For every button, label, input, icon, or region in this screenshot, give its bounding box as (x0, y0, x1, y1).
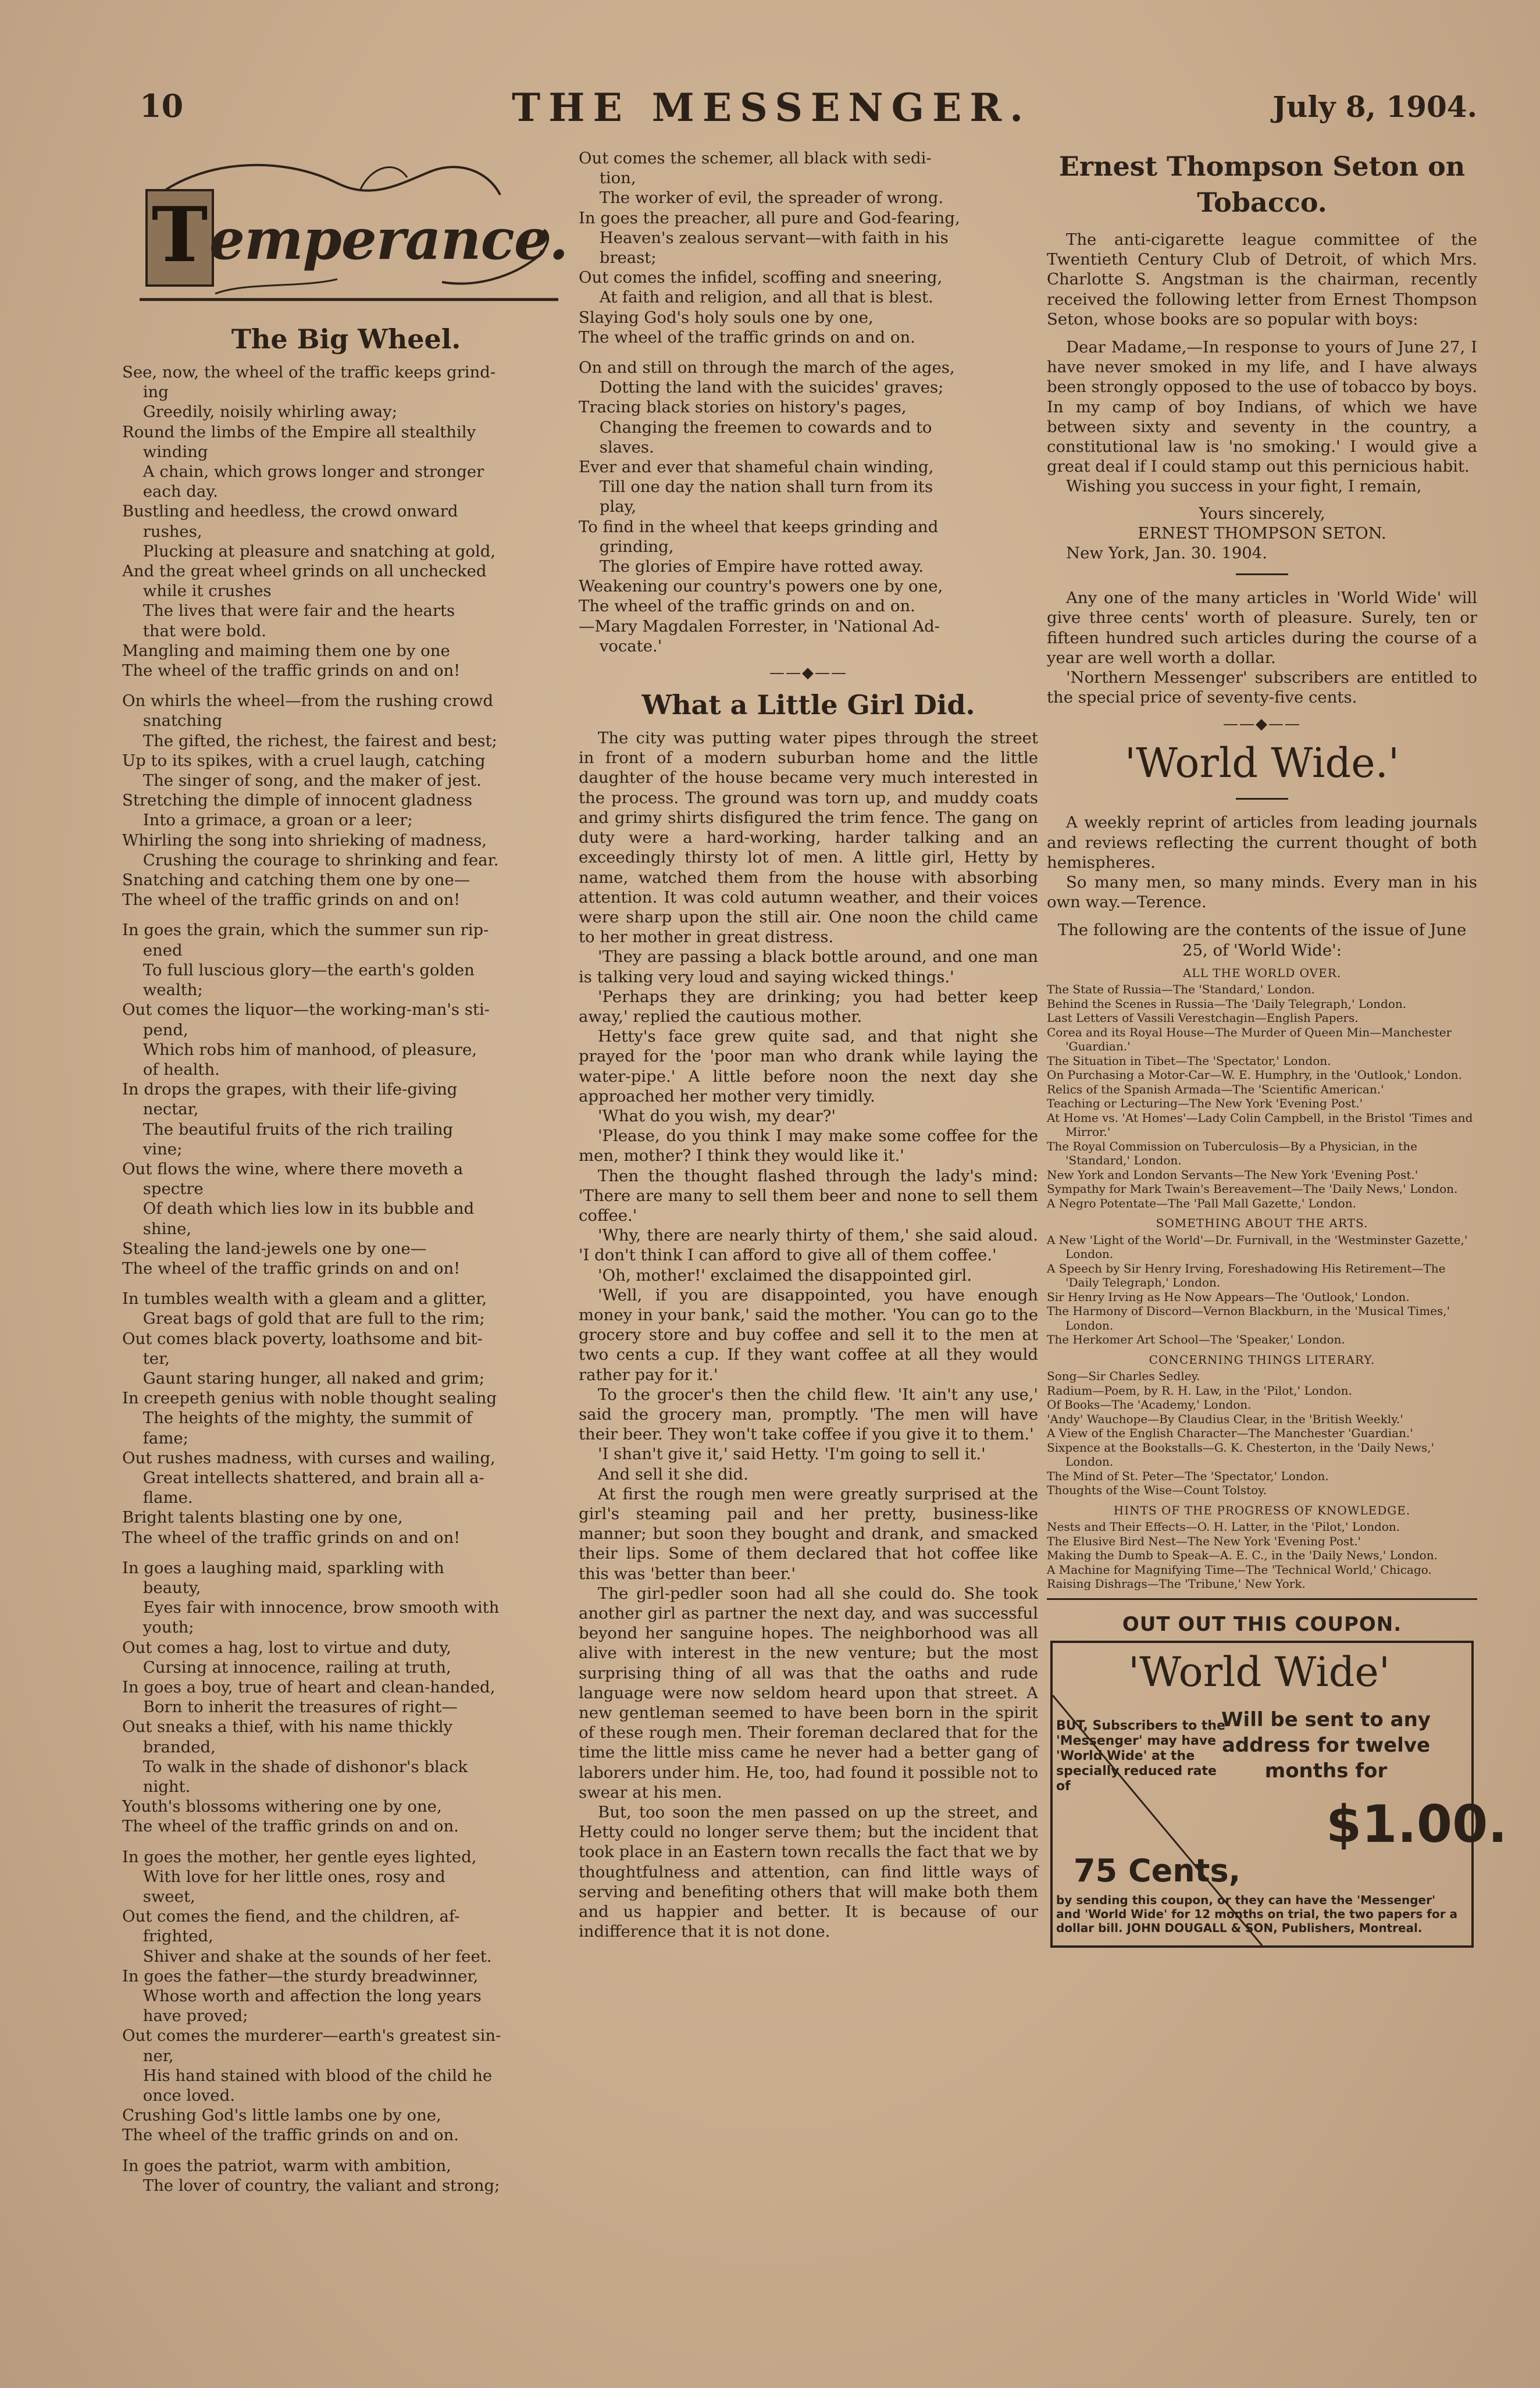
contents-item: A Machine for Magnifying Time—The 'Technical World,' Chicago. (1047, 1562, 1432, 1577)
poem-line: tion, (599, 169, 636, 188)
poem-line: In goes a laughing maid, sparkling with (122, 1558, 444, 1577)
poem-line: while it crushes (142, 582, 272, 601)
poem-line: breast; (599, 248, 657, 268)
stanza-gap (579, 347, 1038, 358)
divider-line (1047, 1598, 1477, 1600)
seton-place-date: New York, Jan. 30. 1904. (1066, 544, 1268, 563)
contents-item: Sympathy for Mark Twain's Bereavement—The 'Daily News,' London. (1047, 1182, 1458, 1196)
poem-line: nectar, (142, 1100, 199, 1119)
contents-item: Nests and Their Effects—O. H. Latter, in the 'Pilot,' London. (1047, 1520, 1400, 1534)
contents-item: Behind the Scenes in Russia—The 'Daily Telegraph,' London. (1047, 996, 1407, 1011)
contents-section-heading: HINTS OF THE PROGRESS OF KNOWLEDGE. (1113, 1503, 1411, 1517)
poem-line: Shiver and shake at the sounds of her feet. (142, 1947, 492, 1966)
poem-line: play, (599, 497, 637, 516)
poem-line: Ever and ever that shameful chain winding, (579, 458, 934, 477)
poem-line: Cursing at innocence, railing at truth, (142, 1658, 451, 1677)
article-paragraph: 'They are passing a black bottle around, and one man is talking very loud and saying wicked things.' (579, 947, 1038, 986)
world-wide-title: 'World Wide.' (1124, 739, 1400, 787)
poem-line: In creepeth genius with noble thought sealing (122, 1389, 497, 1408)
seton-letter: Dear Madame,—In response to yours of June 27, I have never smoked in my life, and I have always been strongly opposed to the use of tobacco by boys. In my camp of boy Indians, of which we have between sixty and seventy in the country, a constitutional law is 'no smoking.' I would give a great deal if I could stamp out this pernicious habit. (1047, 338, 1477, 476)
contents-item: The Royal Commission on Tuberculosis—By a Physician, in the 'Standard,' London. (1047, 1139, 1417, 1168)
poem-line: In tumbles wealth with a gleam and a glitter, (122, 1289, 487, 1309)
poem-line: The singer of song, and the maker of jest. (142, 771, 482, 790)
poem-line: The wheel of the traffic grinds on and on. (579, 597, 915, 616)
section-divider: ——◆—— (769, 664, 847, 682)
poem-line: wealth; (142, 981, 203, 1000)
poem-line: Till one day the nation shall turn from its (599, 477, 933, 497)
contents-item: A New 'Light of the World'—Dr. Furnivall, in the 'Westminster Gazette,' London. (1047, 1232, 1468, 1261)
banner-initial: T (145, 189, 214, 287)
poem-line: With love for her little ones, rosy and (142, 1867, 445, 1886)
stanza-gap (122, 1278, 570, 1289)
temperance-banner (128, 148, 570, 323)
poem-line: Heaven's zealous servant—with faith in his (599, 228, 949, 247)
poem-line: And the great wheel grinds on all unchecked (122, 562, 487, 581)
poem-line: The wheel of the traffic grinds on and on! (122, 661, 461, 680)
poem-line: The wheel of the traffic grinds on and on. (122, 1817, 459, 1836)
poem-line: Mangling and maiming them one by one (122, 641, 450, 660)
poem-line: The heights of the mighty, the summit of (142, 1409, 472, 1428)
poem-line: Born to inherit the treasures of right— (142, 1698, 458, 1717)
article-paragraph: 'Well, if you are disappointed, you have enough money in your bank,' said the mother. 'You can go to the grocery store and buy coffee and sell it to the men at two cents a cup. If they want coffee at all they would rather pay for it.' (579, 1285, 1038, 1384)
poem-line: Great bags of gold that are full to the rim; (142, 1309, 485, 1328)
article-paragraph: But, too soon the men passed on up the street, and Hetty could no longer serve them; but the incident that took place in an Eastern town recalls the fact that we by thoughtfulness and attention, can find little ways of serving and benefiting others that will make both them and us happier and better. It is because of our indifference that it is not done. (579, 1803, 1038, 1941)
coupon-title: 'World Wide' (1128, 1648, 1391, 1696)
poem-line: ter, (142, 1349, 170, 1368)
little-girl-title: What a Little Girl Did. (641, 689, 975, 721)
poem-line: ened (142, 940, 183, 960)
seton-intro: The anti-cigarette league committee of the Twentieth Century Club of Detroit, of which Mrs. Charlotte S. Angstman is the chairman, recently received the following letter from Ernest Thompson Seton, whose books are so popular with boys: (1047, 230, 1477, 329)
poem-line: Tracing black stories on history's pages, (579, 398, 907, 417)
big-wheel-poem-continued (579, 148, 1038, 656)
contents-item: Sir Henry Irving as He Now Appears—The 'Outlook,' London. (1047, 1289, 1410, 1304)
poem-line: Stretching the dimple of innocent gladness (122, 791, 473, 810)
poem-line: shine, (142, 1219, 192, 1238)
article-paragraph: At first the rough men were greatly surprised at the girl's steaming pail and her pretty, business-like manner; but soon they bought and drank, and smacked their lips. Some of them declared that hot coffee like this was 'better than beer.' (579, 1484, 1038, 1583)
poem-line: night. (142, 1777, 191, 1797)
poem-line: In goes a boy, true of heart and clean-handed, (122, 1678, 495, 1696)
poem-line: Great intellects shattered, and brain all a- (142, 1468, 484, 1487)
poem-line: Out comes the schemer, all black with sedi- (579, 149, 932, 167)
poem-line: In drops the grapes, with their life-giving (122, 1080, 458, 1099)
poem-line: pend, (142, 1020, 188, 1039)
stanza-gap (122, 1548, 570, 1558)
column-1 (122, 148, 570, 2254)
poem-line: of health. (142, 1060, 220, 1079)
article-paragraph: 'Perhaps they are drinking; you had better keep away,' replied the cautious mother. (579, 987, 1038, 1026)
section-divider: ——◆—— (1223, 715, 1301, 733)
poem-line: Into a grimace, a groan or a leer; (142, 811, 413, 830)
contents-item: New York and London Servants—The New York 'Evening Post.' (1047, 1167, 1418, 1182)
big-wheel-title: The Big Wheel. (231, 323, 461, 355)
world-wide-description (1047, 812, 1477, 912)
poem-line: Greedily, noisily whirling away; (142, 402, 397, 422)
poem-line: Crushing the courage to shrinking and fear. (142, 850, 499, 869)
poem-line: His hand stained with blood of the child he (142, 2066, 493, 2085)
poem-line: The wheel of the traffic grinds on and on! (122, 1259, 461, 1278)
poem-line: Weakening our country's powers one by one, (579, 577, 943, 596)
article-paragraph: 'What do you wish, my dear?' (598, 1106, 836, 1125)
world-wide-note (1047, 588, 1477, 707)
contents-section-heading: SOMETHING ABOUT THE ARTS. (1156, 1216, 1368, 1231)
contents-item: The Elusive Bird Nest—The New York 'Evening Post.' (1047, 1534, 1361, 1548)
contents-item: Last Letters of Vassili Verestchagin—English Papers. (1047, 1011, 1359, 1025)
poem-line: have proved; (142, 2006, 248, 2026)
poem-line: Round the limbs of the Empire all stealthily (122, 422, 476, 441)
poem-line: Which robs him of manhood, of pleasure, (142, 1040, 477, 1059)
poem-line: Gaunt staring hunger, all naked and grim; (142, 1368, 484, 1388)
masthead (140, 87, 1477, 140)
poem-line: The lover of country, the valiant and strong; (142, 2176, 500, 2195)
poem-line: See, now, the wheel of the traffic keeps grind- (122, 363, 496, 382)
poem-line: The beautiful fruits of the rich trailing (142, 1120, 454, 1139)
article-paragraph: The girl-pedler soon had all she could do. She took another girl as partner the next day, and was successful beyond her sanguine hopes. The neighborhood was all alive with interest in the new venture; but the most surprising thing of all was that the oaths and rude language were now seldom heard upon that street. A new gentleman seemed to have been born in the spirit of these rough men. Their foreman declared that for the time the little miss came he never had a better gang of laborers under him. He, too, had found it possible not to swear at his men. (579, 1584, 1038, 1802)
article-paragraph: 'Why, there are nearly thirty of them,' she said aloud. 'I don't think I can afford to give all of them coffee.' (579, 1226, 1038, 1265)
poem-line: On and still on through the march of the ages, (579, 358, 955, 377)
contents-section-heading: ALL THE WORLD OVER. (1182, 965, 1342, 980)
poem-line: Changing the freemen to cowards and to (599, 418, 932, 437)
poem-line: Out comes the murderer—earth's greatest sin- (122, 2026, 501, 2045)
contents-item: The Herkomer Art School—The 'Speaker,' London. (1047, 1332, 1345, 1347)
poem-line: The wheel of the traffic grinds on and on. (122, 2126, 459, 2145)
article-paragraph: To the grocer's then the child flew. 'It ain't any use,' said the grocery man, promptly. 'The men will have their beer. They won't take coffee if you give it to them.' (579, 1385, 1038, 1444)
divider-line (1236, 798, 1288, 800)
poem-line: On whirls the wheel—from the rushing crowd (122, 692, 493, 711)
coupon-header: OUT OUT THIS COUPON. (1122, 1612, 1402, 1636)
poem-line: that were bold. (142, 621, 266, 640)
poem-line: Out comes a hag, lost to virtue and duty, (122, 1638, 451, 1657)
poem-line: Stealing the land-jewels one by one— (122, 1239, 427, 1258)
poem-line: Snatching and catching them one by one— (122, 871, 470, 890)
contents-item: Raising Dishrags—The 'Tribune,' New York. (1047, 1577, 1306, 1591)
stanza-gap (122, 680, 570, 691)
poem-line: Crushing God's little lambs one by one, (122, 2106, 441, 2125)
poem-line: —Mary Magdalen Forrester, in 'National Ad- (579, 616, 940, 636)
world-wide-desc: A weekly reprint of articles from leading journals and reviews reflecting the current thought of both hemispheres. (1047, 813, 1477, 872)
poem-line: Out flows the wine, where there moveth a (122, 1159, 464, 1178)
poem-line: fame; (142, 1428, 188, 1448)
poem-line: Out comes the infidel, scoffing and sneering, (579, 268, 943, 287)
poem-line: slaves. (599, 437, 654, 457)
coupon-offer: Will be sent to any address for twelve months for (1221, 1708, 1431, 1783)
poem-line: Plucking at pleasure and snatching at gold, (142, 541, 496, 561)
contents-item: Making the Dumb to Speak—A. E. C., in the 'Daily News,' London. (1047, 1548, 1438, 1563)
poem-line: In goes the preacher, all pure and God-fearing, (579, 208, 960, 227)
seton-signature: ERNEST THOMPSON SETON. (1138, 523, 1386, 543)
poem-line: beauty, (142, 1578, 201, 1597)
poem-line: spectre (142, 1179, 204, 1199)
contents-item: Of Books—The 'Academy,' London. (1047, 1398, 1252, 1412)
article-paragraph: Then the thought flashed through the lady's mind: 'There are many to sell them beer and none to sell them coffee.' (579, 1166, 1038, 1225)
poem-line: The lives that were fair and the hearts (142, 601, 455, 621)
seton-title: Ernest Thompson Seton on Tobacco. (1058, 151, 1466, 218)
poem-line: winding (142, 442, 208, 461)
poem-line: each day. (142, 482, 218, 501)
column-2 (579, 148, 1038, 2254)
poem-line: Out comes the fiend, and the children, af- (122, 1907, 460, 1926)
article-paragraph: Hetty's face grew quite sad, and that night she prayed for the 'poor man who drank while laying the water-pipe.' A little before noon the next day she approached her mother very timidly. (579, 1027, 1038, 1106)
article-paragraph: And sell it she did. (598, 1464, 748, 1484)
coupon-bottom (1056, 1893, 1463, 1935)
contents-item: Teaching or Lecturing—The New York 'Evening Post.' (1047, 1096, 1363, 1111)
poem-line: Up to its spikes, with a cruel laugh, catching (122, 751, 486, 770)
article-paragraph: 'Oh, mother!' exclaimed the disappointed girl. (598, 1266, 972, 1285)
poem-line: Out comes the liquor—the working-man's sti- (122, 1000, 490, 1020)
coupon-publisher: JOHN DOUGALL & SON, Publishers, Montreal. (1127, 1920, 1423, 1935)
article-paragraph: 'I shan't give it,' said Hetty. 'I'm going to sell it.' (598, 1445, 986, 1464)
banner-word: emperance. (209, 206, 568, 272)
contents-item: Thoughts of the Wise—Count Tolstoy. (1047, 1483, 1267, 1498)
poem-line: The wheel of the traffic grinds on and on! (122, 890, 461, 910)
poem-line: ner, (142, 2046, 174, 2065)
poem-line: Eyes fair with innocence, brow smooth with (142, 1598, 500, 1617)
coupon-reduced-price: 75 Cents, (1074, 1852, 1241, 1889)
poem-line: Whirling the song into shrieking of madness, (122, 831, 487, 850)
poem-line: In goes the patriot, warm with ambition, (122, 2156, 451, 2175)
contents-item: A View of the English Character—The Manchester 'Guardian.' (1047, 1426, 1413, 1441)
contents-intro: The following are the contents of the issue of June 25, of 'World Wide': (1057, 921, 1467, 960)
contents-item: The State of Russia—The 'Standard,' London. (1047, 982, 1315, 997)
seton-wish: Wishing you success in your fight, I remain, (1066, 477, 1422, 496)
poem-line: To walk in the shade of dishonor's black (142, 1757, 468, 1776)
poem-line: Bright talents blasting one by one, (122, 1508, 403, 1527)
coupon-but-text: BUT, Subscribers to the 'Messenger' may have 'World Wide' at the specially reduced rate of (1056, 1718, 1225, 1794)
poem-line: vine; (142, 1139, 183, 1159)
contents-item: A Negro Potentate—The 'Pall Mall Gazette,' London. (1047, 1196, 1356, 1210)
poem-line: Out comes black poverty, loathsome and bit- (122, 1329, 483, 1348)
contents-item: The Harmony of Discord—Vernon Blackburn, in the 'Musical Times,' London. (1047, 1304, 1450, 1332)
poem-line: sweet, (142, 1887, 195, 1906)
poem-line: The gifted, the richest, the fairest and best; (142, 731, 497, 750)
world-wide-note-p2: 'Northern Messenger' subscribers are entitled to the special price of seventy-five cents. (1047, 668, 1477, 707)
poem-line: Dotting the land with the suicides' graves; (599, 378, 944, 397)
poem-line: Slaying God's holy souls one by one, (579, 308, 874, 327)
article-paragraph: 'Please, do you think I may make some coffee for the men, mother? I think they would like it.' (579, 1127, 1038, 1166)
contents-item: 'Andy' Wauchope—By Claudius Clear, in the 'British Weekly.' (1047, 1412, 1403, 1426)
poem-line: vocate.' (599, 636, 662, 655)
poem-line: In goes the grain, which the summer sun rip- (122, 921, 489, 940)
poem-line: At faith and religion, and all that is blest. (599, 288, 933, 307)
poem-line: Whose worth and affection the long years (142, 1987, 482, 2006)
divider-line (1236, 573, 1288, 575)
poem-line: once loved. (142, 2086, 235, 2105)
contents-item: Corea and its Royal House—The Murder of Queen Min—Manchester 'Guardian.' (1047, 1025, 1452, 1054)
poem-line: To full luscious glory—the earth's golden (142, 960, 475, 979)
subscription-coupon[interactable] (1050, 1641, 1507, 1948)
seton-article (1047, 230, 1477, 563)
contents-item: At Home vs. 'At Homes'—Lady Colin Campbell, in the Bristol 'Times and Mirror.' (1047, 1110, 1473, 1139)
contents-item: The Situation in Tibet—The 'Spectator,' London. (1047, 1053, 1331, 1068)
big-wheel-poem (122, 362, 570, 2195)
poem-line: The worker of evil, the spreader of wrong. (599, 188, 944, 208)
world-wide-note-p1: Any one of the many articles in 'World Wide' will give three cents' worth of pleasure. Surely, ten or fifteen hundred such articles during the course of a year are well worth a dollar. (1047, 589, 1477, 667)
poem-line: rushes, (142, 522, 202, 541)
contents-item: Radium—Poem, by R. H. Law, in the 'Pilot,' London. (1047, 1383, 1352, 1398)
poem-line: To find in the wheel that keeps grinding and (579, 517, 939, 536)
stanza-gap (122, 2145, 570, 2156)
poem-line: The wheel of the traffic grinds on and on! (122, 1528, 461, 1547)
poem-line: ing (142, 383, 169, 402)
contents-item: Sixpence at the Bookstalls—G. K. Chesterton, in the 'Daily News,' London. (1047, 1440, 1435, 1469)
poem-line: Out rushes madness, with curses and wailing, (122, 1448, 495, 1467)
coupon-bottom-text: by sending this coupon, or they can have the 'Messenger' and 'World Wide' for 12 months on trial, the two papers for a dollar bill. (1056, 1892, 1458, 1935)
contents-item: On Purchasing a Motor-Car—W. E. Humphry, in the 'Outlook,' London. (1047, 1068, 1462, 1082)
newspaper-title: THE MESSENGER. (512, 85, 1032, 130)
stanza-gap (122, 910, 570, 920)
article-paragraph: The city was putting water pipes through the street in front of a modern suburban home and the little daughter of the house became very much interested in the process. The ground was torn up, and muddy coats and grimy shirts disfigured the trim fence. The gang on duty were a hard-working, harder talking and an exceedingly thirsty lot of men. A little girl, Hetty by name, watched them from the house with absorbing attention. It was cold autumn weather, and their voices were sharp upon the still air. One noon the child came to her mother in great distress. (579, 729, 1038, 947)
poem-line: grinding, (599, 537, 674, 556)
contents-item: A Speech by Sir Henry Irving, Foreshadowing His Retirement—The 'Daily Telegraph,' London. (1047, 1261, 1446, 1290)
issue-date: July 8, 1904. (1272, 90, 1477, 124)
poem-line: Bustling and heedless, the crowd onward (122, 502, 458, 521)
column-3 (1047, 148, 1507, 2254)
poem-line: In goes the mother, her gentle eyes lighted, (122, 1847, 477, 1866)
poem-line: In goes the father—the sturdy breadwinner, (122, 1966, 479, 1986)
seton-closing: Yours sincerely, (1199, 504, 1325, 523)
little-girl-article (579, 728, 1038, 1941)
poem-line: snatching (142, 711, 223, 730)
contents-item: The Mind of St. Peter—The 'Spectator,' London. (1047, 1469, 1329, 1483)
world-wide-motto: So many men, so many minds. Every man in his own way.—Terence. (1047, 873, 1477, 912)
contents-section-heading: CONCERNING THINGS LITERARY. (1149, 1352, 1375, 1367)
poem-line: frighted, (142, 1927, 213, 1946)
poem-line: The glories of Empire have rotted away. (599, 557, 924, 576)
poem-line: youth; (142, 1618, 194, 1637)
poem-line: flame. (142, 1488, 193, 1507)
page-number: 10 (140, 87, 184, 124)
coupon-price: $1.00. (1326, 1794, 1507, 1854)
poem-line: Of death which lies low in its bubble and (142, 1199, 475, 1218)
poem-line: Out sneaks a thief, with his name thickly (122, 1717, 453, 1737)
contents-list (1047, 966, 1477, 1591)
poem-line: branded, (142, 1737, 216, 1756)
contents-item: Song—Sir Charles Sedley. (1047, 1369, 1200, 1384)
stanza-gap (122, 1837, 570, 1847)
poem-line: A chain, which grows longer and stronger (142, 462, 484, 482)
poem-line: Youth's blossoms withering one by one, (122, 1797, 442, 1816)
contents-item: Relics of the Spanish Armada—The 'Scientific American.' (1047, 1082, 1384, 1096)
poem-line: The wheel of the traffic grinds on and on. (579, 327, 915, 347)
